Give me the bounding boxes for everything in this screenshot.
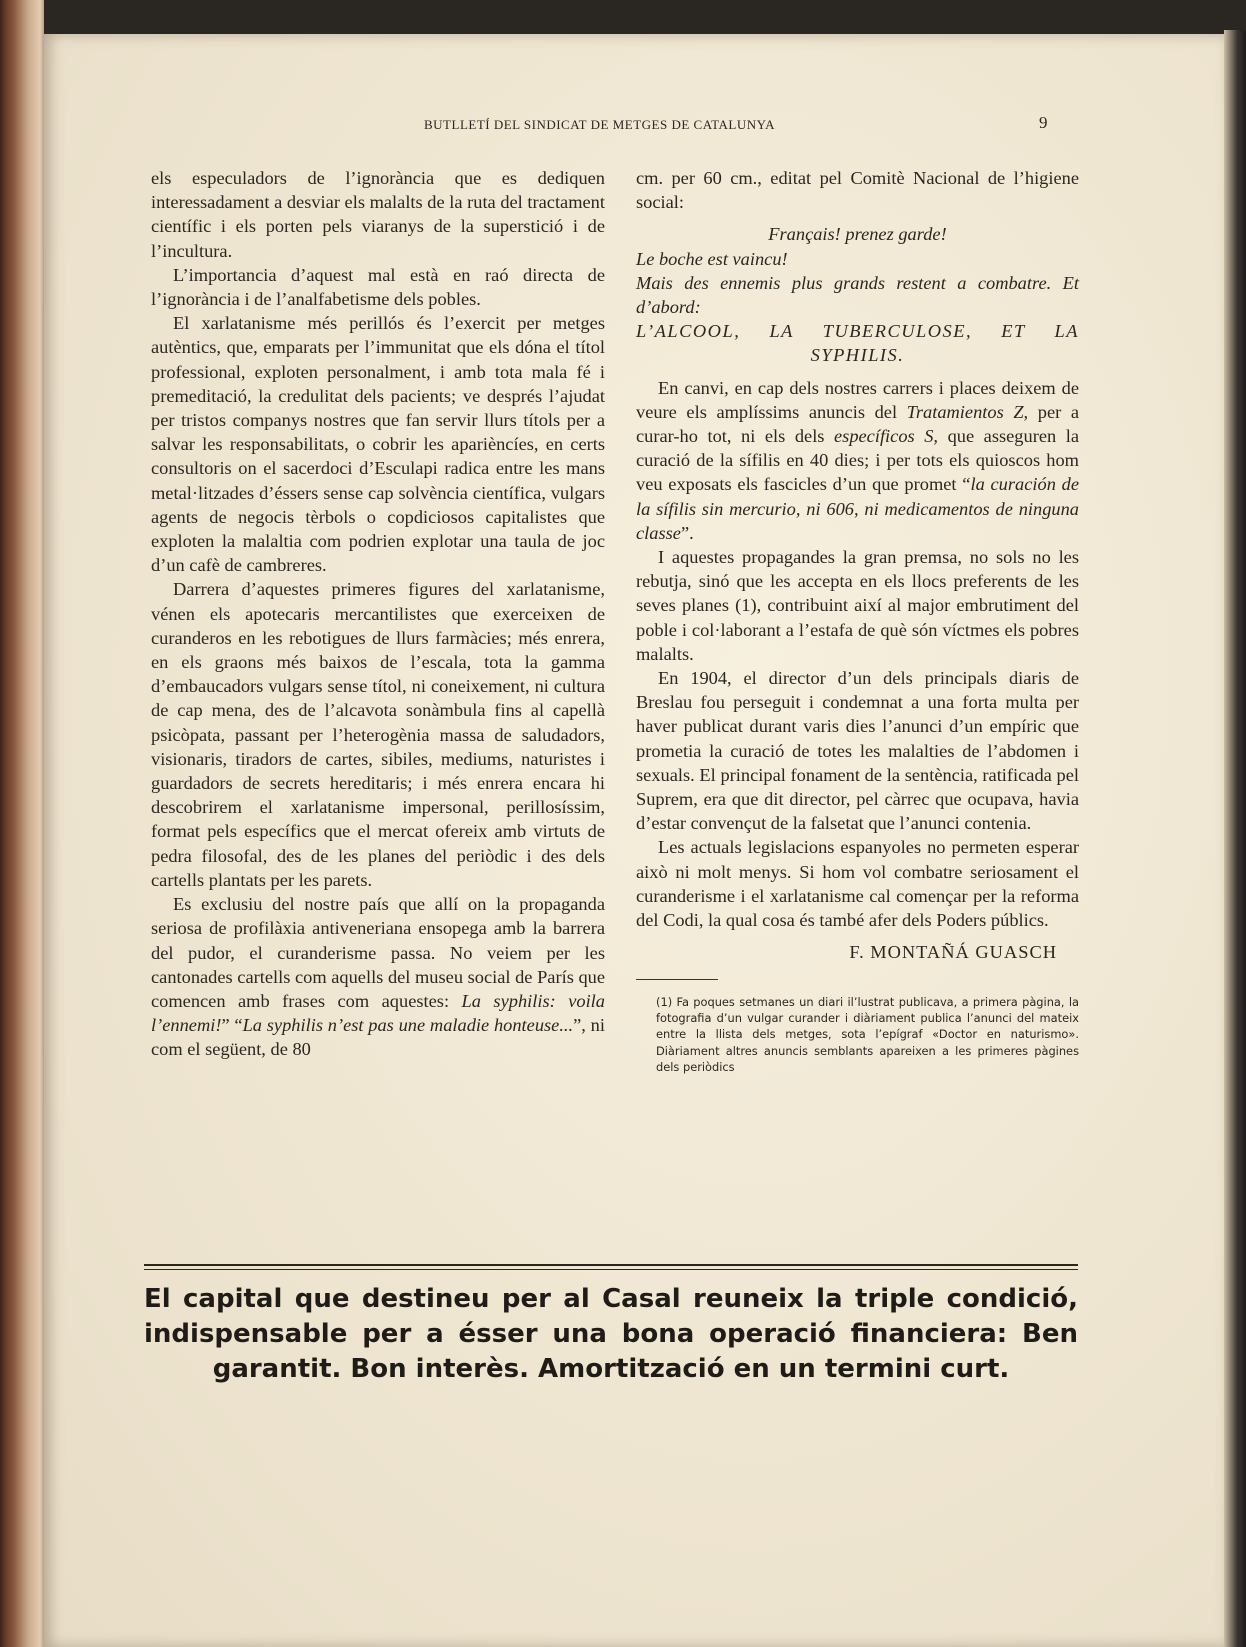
announcement-banner: El capital que destineu per al Casal reuneix la triple condició, indispensable per a ésser una bona operació financiera: Ben garantit. Bon interès. Amortització en un termini curt. [144,1284,1078,1384]
italic-quote: La syphilis n’est pas une maladie honteuse... [242,1015,574,1036]
footnote-divider [636,979,718,980]
text-run: per a curar-ho tot, ni els dels [636,401,1079,447]
verse-line: SYPHILIS. [810,345,905,366]
text-run: En canvi, en cap dels nostres carrers i places deixem de veure els amplíssims anuncis del [636,377,1079,422]
text-run: que asseguren la curació de la sífilis en 40 dies; i per tots els quioscos hom veu exposats els fascicles d’un que promet “ [636,426,1079,495]
paragraph: Les actuals legislacions espanyoles no permeten esperar això ni molt menys. Si hom vol combatre seriosament el curanderisme i el xarlatanisme cal començar per la reforma del Codi, la qual cosa és també afer dels Poders públics. [636,837,1079,931]
paragraph: L’importancia d’aquest mal està en raó directa de l’ignorància i de l’analfabetisme dels pobles. [151,264,605,310]
poster-quote [636,222,1079,367]
paragraph: I aquestes propagandes la gran premsa, no sols no les rebutja, sinó que les accepta en els llocs preferents de les seves planes (1), contribuint així al major embrutiment del poble i col·laborant a l’estafa de què són víctmes els pobres malalts. [636,547,1079,664]
left-column [151,166,605,1062]
journal-title: BUTLLETÍ DEL SINDICAT DE METGES DE CATALUNYA [424,117,775,132]
italic-quote: la curación de la sífilis sin mercurio, ni 606, ni medicamentos de ninguna classe [636,474,1080,543]
book-spine [0,0,44,1647]
footnote: (1) Fa poques setmanes un diari il’lustrat publicava, a primera pàgina, la fotografia d’un vulgar curander i diàriament publica l’anunci del mateix entre la llista dels metges, sota l’epígraf «Doctor en naturismo». Diàriament altres anuncis semblants apareixen a les primeres pàgines dels periòdics [656,994,1079,1075]
verse-line: Mais des ennemis plus grands restent a combatre. Et d’abord: [636,272,1079,318]
italic-quote: La syphilis: voila l’ennemi! [151,990,605,1036]
paragraph: Darrera d’aquestes primeres figures del xarlatanisme, vénen els apotecaris mercantilistes que exerceixen de curanderos en les rebotigues de llurs farmàcies; més enrera, en els graons més baixos de l’escala, tota la gamma d’embaucadors vulgars sense títol, ni coneixement, ni cultura de cap mena, des de l’alcavota sonàmbula fins al capellà psicòpata, passant per l’heterogènia massa de saludadors, visionaris, tiradors de cartes, sibiles, mediums, naturistes i guardadors de secrets hereditaris; i més enrera encara hi descobrirem el xarlatanisme impersonal, perillosíssim, format pels específics que el mercat ofereix amb virtuts de pedra filosofal, des de les planes del periòdic i des dels cartells plantats per les parets. [151,579,605,890]
banner-rule-top [144,1264,1078,1266]
right-column [636,166,1079,1076]
verse-line: L’ALCOOL, LA TUBERCULOSE, ET LA [636,321,1079,342]
page-number: 9 [1039,113,1048,132]
paragraph: cm. per 60 cm., editat pel Comitè Nacional de l’higiene social: [636,168,1079,213]
document-page [44,34,1224,1647]
page-edge [1224,30,1246,1647]
banner-rule-double [144,1269,1078,1270]
paragraph: En 1904, el director d’un dels principals diaris de Breslau fou perseguit i condemnat a una forta multa per haver publicat durant varis dies l’anunci d’un empíric que prometia la curació de totes les malalties de l’abdomen i sexuals. El principal fonament de la sentència, ratificada pel Suprem, era que dit director, pel càrrec que ocupava, havia d’estar convençut de la falsetat que l’anunci contenia. [636,668,1079,834]
paragraph: El xarlatanisme més perillós és l’exercit per metges autèntics, que, emparats per l’immunitat que els dóna el títol professional, exploten personalment, i amb tota mala fé i premeditació, la credulitat dels pacients; ve després l’ajudat per tristos companys nostres que fan servir llurs títols per a salvar les responsabilitats, o cobrir les aparièncíes, en certs consultoris on el sacerdoci d’Esculapi radica entre les mans metal·litzades d’éssers sense cap solvència científica, vulgars agents de negocis tèrbols o copdiciosos capitalistes que exploten la malaltia com podrien explotar una taula de joc d’un cafè de cambreres. [151,313,605,576]
italic-term: específicos S, [834,426,939,447]
text-run: ”. [680,522,694,543]
paragraph [636,376,1079,545]
author-signature: F. MONTAÑÁ GUASCH [849,942,1057,963]
paragraph [151,892,605,1061]
text-run: Es exclusiu del nostre país que allí on la propaganda seriosa de profilàxia antiveneriana ensopega amb la barrera del pudor, el curanderisme passa. No veiem per les cantonades cartells com aquells del museu social de París que comencen amb frases com aquestes: [151,894,606,1011]
text-run: ” “ [221,1015,243,1036]
text-run: ”, ni com el següent, de 80 [151,1015,605,1060]
running-header [44,113,1224,139]
paragraph: els especuladors de l’ignorància que es dediquen interessadament a desviar els malalts de la ruta del tractament científic i els porten pels viaranys de la superstició i de l’incultura. [151,168,605,261]
verse-line: Français! prenez garde! [768,224,947,245]
italic-term: Tratamientos Z, [906,401,1029,422]
verse-line: Le boche est vaincu! [636,248,788,269]
